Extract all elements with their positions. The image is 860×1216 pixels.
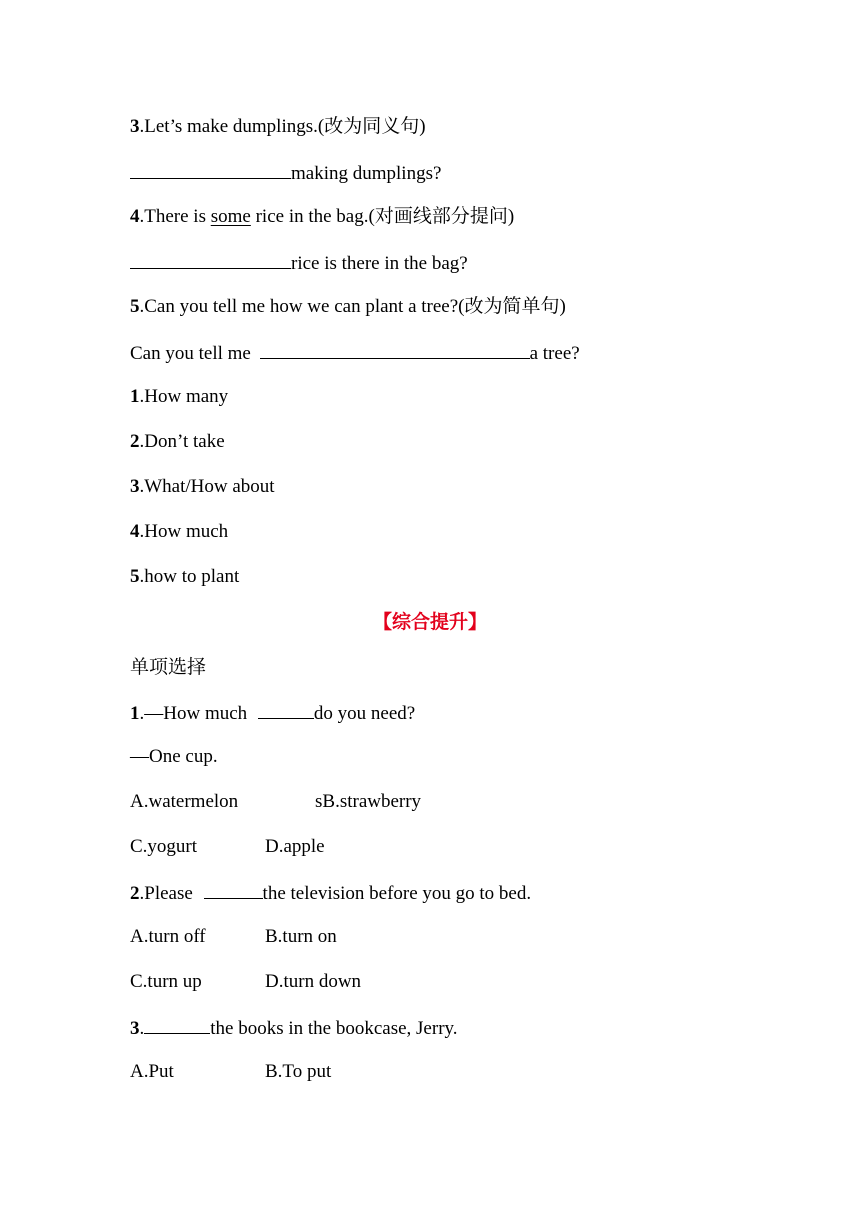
- answer-item: [130, 565, 239, 589]
- option-d[interactable]: D.turn down: [265, 971, 362, 992]
- answer-blank[interactable]: [260, 340, 530, 359]
- question-text-pre: .Please: [139, 883, 193, 904]
- option-c[interactable]: C.yogurt: [130, 836, 198, 857]
- question-text-pre: .—How much: [139, 703, 248, 724]
- answer-number: 1: [130, 386, 140, 407]
- question-text-pre: .: [139, 1018, 145, 1039]
- option-b[interactable]: sB.strawberry: [315, 791, 422, 812]
- answer-text: .What/How about: [139, 476, 275, 497]
- option-a[interactable]: A.Put: [130, 1061, 174, 1082]
- answer-blank[interactable]: [130, 160, 291, 179]
- question-number: 3: [130, 1018, 140, 1039]
- section-title: 【综合提升】: [372, 611, 487, 633]
- option-a[interactable]: A.turn off: [130, 926, 206, 947]
- answer-number: 2: [130, 431, 140, 452]
- answer-line-text: a tree?: [529, 343, 580, 364]
- option-c[interactable]: C.turn up: [130, 971, 202, 992]
- question-number: 4: [130, 206, 140, 227]
- answer-line-5: [130, 340, 580, 366]
- underlined-word: some: [210, 206, 251, 227]
- question-text: .Can you tell me how we can plant a tree?(改为简单句): [139, 296, 566, 317]
- answer-blank[interactable]: [144, 1015, 210, 1034]
- answer-item: [130, 475, 275, 499]
- answer-number: 4: [130, 521, 140, 542]
- answer-blank[interactable]: [130, 250, 291, 269]
- answer-line-text: rice is there in the bag?: [291, 253, 468, 274]
- mc-question-1-reply: —One cup.: [130, 746, 218, 767]
- mc-question-1: [130, 700, 415, 726]
- question-number: 1: [130, 703, 140, 724]
- question-text-post: the books in the bookcase, Jerry.: [210, 1018, 458, 1039]
- option-b[interactable]: B.To put: [265, 1061, 332, 1082]
- answer-number: 3: [130, 476, 140, 497]
- question-text-post: the television before you go to bed.: [262, 883, 532, 904]
- question-text-post: rice in the bag.(对画线部分提问): [250, 206, 515, 227]
- answer-text: .How many: [139, 386, 229, 407]
- question-3-transform: [130, 115, 426, 139]
- answer-blank[interactable]: [204, 880, 263, 899]
- option-d[interactable]: D.apple: [265, 836, 325, 857]
- question-text-post: do you need?: [313, 703, 416, 724]
- answer-text: .how to plant: [139, 566, 240, 587]
- mc-question-3: [130, 1015, 458, 1041]
- answer-blank[interactable]: [258, 700, 314, 719]
- answer-item: [130, 520, 228, 544]
- question-text: .Let’s make dumplings.(改为同义句): [139, 116, 426, 137]
- question-4-transform: [130, 205, 514, 229]
- question-number: 5: [130, 296, 140, 317]
- answer-item: [130, 430, 225, 454]
- subsection-title: 单项选择: [130, 656, 207, 678]
- mc-question-2: [130, 880, 531, 906]
- answer-line-3: [130, 160, 441, 186]
- answer-text: .How much: [139, 521, 229, 542]
- question-number: 2: [130, 883, 140, 904]
- answer-line-head: Can you tell me: [130, 343, 251, 364]
- answer-line-text: making dumplings?: [291, 163, 442, 184]
- option-b[interactable]: B.turn on: [265, 926, 337, 947]
- option-a[interactable]: A.watermelon: [130, 791, 239, 812]
- answer-line-4: [130, 250, 468, 276]
- answer-item: [130, 385, 228, 409]
- answer-text: .Don’t take: [139, 431, 225, 452]
- question-text-pre: .There is: [139, 206, 211, 227]
- answer-number: 5: [130, 566, 140, 587]
- question-5-transform: [130, 295, 566, 319]
- question-number: 3: [130, 116, 140, 137]
